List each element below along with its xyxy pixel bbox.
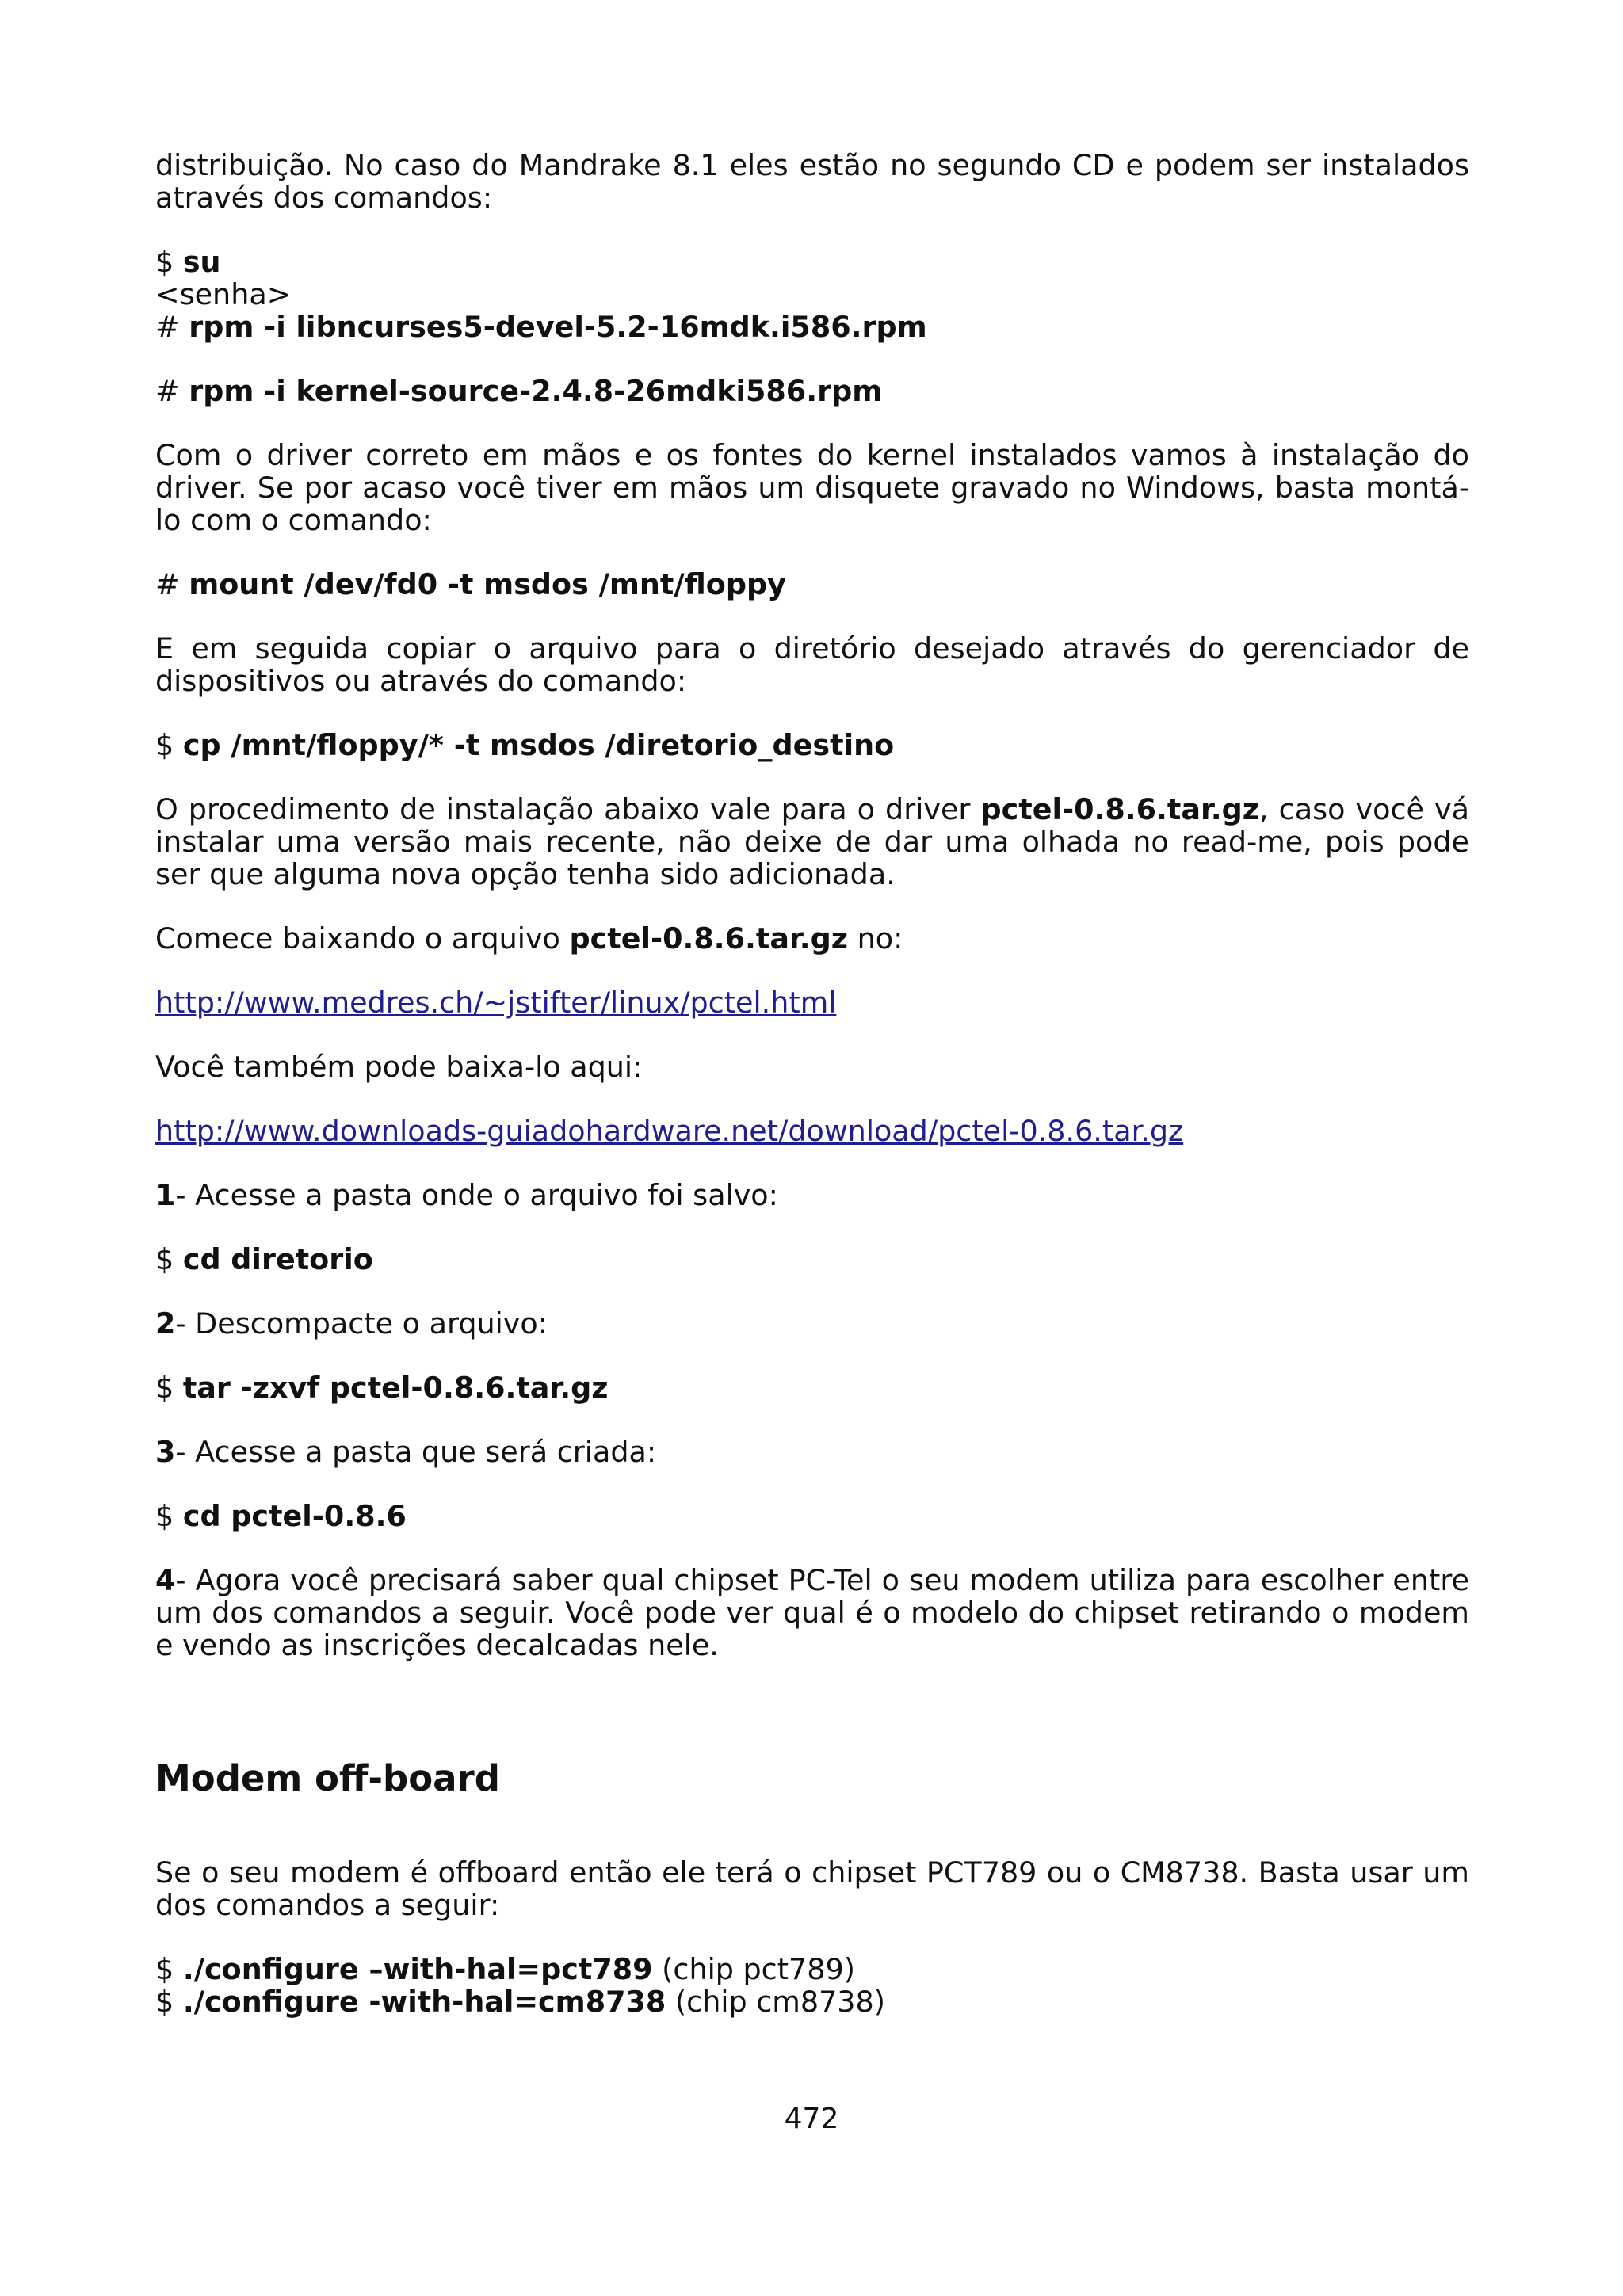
step-text: - Agora você precisará saber qual chipset PC-Tel o seu modem utiliza para escolher entre um dos comandos a seguir. Você pode ver qual é o modelo do chipset retirando o modem e vendo as inscrições decalcadas nele. <box>155 1563 1469 1662</box>
text-span: no: <box>848 921 903 955</box>
paragraph-download <box>155 922 1469 955</box>
command-text: rpm -i kernel-source-2.4.8-26mdki586.rpm <box>189 374 883 408</box>
prompt-symbol: $ <box>155 1985 183 2019</box>
step-text: - Acesse a pasta que será criada: <box>175 1435 657 1469</box>
command-tar <box>155 1371 1469 1404</box>
paragraph-intro: distribuição. No caso do Mandrake 8.1 eles estão no segundo CD e podem ser instalados através dos comandos: <box>155 148 1469 215</box>
paragraph-procedure <box>155 793 1469 891</box>
step-number: 4 <box>155 1563 176 1597</box>
command-note: (chip pct789) <box>652 1952 855 1986</box>
filename-bold: pctel-0.8.6.tar.gz <box>569 921 849 955</box>
step-3 <box>155 1436 1469 1468</box>
password-placeholder: <senha> <box>155 277 292 311</box>
command-rpm-kernel <box>155 375 1469 407</box>
command-text: ./configure –with-hal=pct789 <box>182 1952 653 1986</box>
prompt-symbol: # <box>155 374 189 408</box>
prompt-symbol: $ <box>155 1499 183 1533</box>
section-heading: Modem off-board <box>155 1757 500 1799</box>
command-text: tar -zxvf pctel-0.8.6.tar.gz <box>182 1371 609 1405</box>
prompt-symbol: $ <box>155 728 183 762</box>
text-span: O procedimento de instalação abaixo vale para o driver <box>155 792 981 826</box>
command-configure-pct789 <box>155 1953 1469 1985</box>
command-configure-cm8738 <box>155 1985 1469 2018</box>
step-number: 2 <box>155 1306 176 1341</box>
step-number: 1 <box>155 1178 176 1212</box>
page-number: 472 <box>784 2103 839 2135</box>
step-2 <box>155 1307 1469 1340</box>
step-number: 3 <box>155 1435 176 1469</box>
link-guiadohardware[interactable]: http://www.downloads-guiadohardware.net/download/pctel-0.8.6.tar.gz <box>155 1114 1184 1148</box>
link-line-2 <box>155 1115 1469 1147</box>
command-mount <box>155 568 1469 601</box>
paragraph-driver: Com o driver correto em mãos e os fontes do kernel instalados vamos à instalação do driver. Se por acaso você tiver em mãos um disquete gravado no Windows, basta montá-lo com o comando: <box>155 438 1469 537</box>
paragraph-alt-download: Você também pode baixa-lo aqui: <box>155 1050 643 1084</box>
step-text: - Acesse a pasta onde o arquivo foi salvo: <box>175 1178 778 1212</box>
command-text: cd diretorio <box>182 1242 373 1276</box>
step-text: - Descompacte o arquivo: <box>175 1306 548 1341</box>
prompt-symbol: # <box>155 310 189 344</box>
text-span: Comece baixando o arquivo <box>155 921 570 955</box>
command-cd-diretorio <box>155 1243 1469 1276</box>
paragraph-offboard: Se o seu modem é offboard então ele terá o chipset PCT789 ou o CM8738. Basta usar um dos comandos a seguir: <box>155 1855 1469 1922</box>
command-text: ./configure -with-hal=cm8738 <box>182 1985 666 2019</box>
command-text: rpm -i libncurses5-devel-5.2-16mdk.i586.rpm <box>189 310 927 344</box>
prompt-symbol: $ <box>155 245 183 279</box>
command-rpm-ncurses <box>155 311 1469 343</box>
prompt-symbol: # <box>155 567 189 601</box>
prompt-symbol: $ <box>155 1371 183 1405</box>
command-cd-pctel <box>155 1500 1469 1532</box>
prompt-symbol: $ <box>155 1242 183 1276</box>
page-content <box>155 149 1469 2018</box>
text-span: , caso você vá instalar uma versão mais recente, não deixe de dar uma olhada no read-me, pois pode ser que alguma nova opção tenha sido adicionada. <box>155 792 1469 891</box>
command-su <box>155 246 1469 278</box>
command-cp <box>155 729 1469 761</box>
link-medres[interactable]: http://www.medres.ch/~jstifter/linux/pctel.html <box>155 986 837 1020</box>
link-line-1 <box>155 986 1469 1019</box>
command-text: mount /dev/fd0 -t msdos /mnt/floppy <box>189 567 786 601</box>
command-text: cd pctel-0.8.6 <box>182 1499 407 1533</box>
step-4 <box>155 1564 1469 1661</box>
step-1 <box>155 1179 1469 1211</box>
filename-bold: pctel-0.8.6.tar.gz <box>980 792 1260 826</box>
paragraph-copy: E em seguida copiar o arquivo para o diretório desejado através do gerenciador de dispositivos ou através do comando: <box>155 631 1469 698</box>
command-text: su <box>182 245 221 279</box>
command-text: cp /mnt/floppy/* -t msdos /diretorio_destino <box>182 728 895 762</box>
command-note: (chip cm8738) <box>666 1985 885 2019</box>
prompt-symbol: $ <box>155 1952 183 1986</box>
